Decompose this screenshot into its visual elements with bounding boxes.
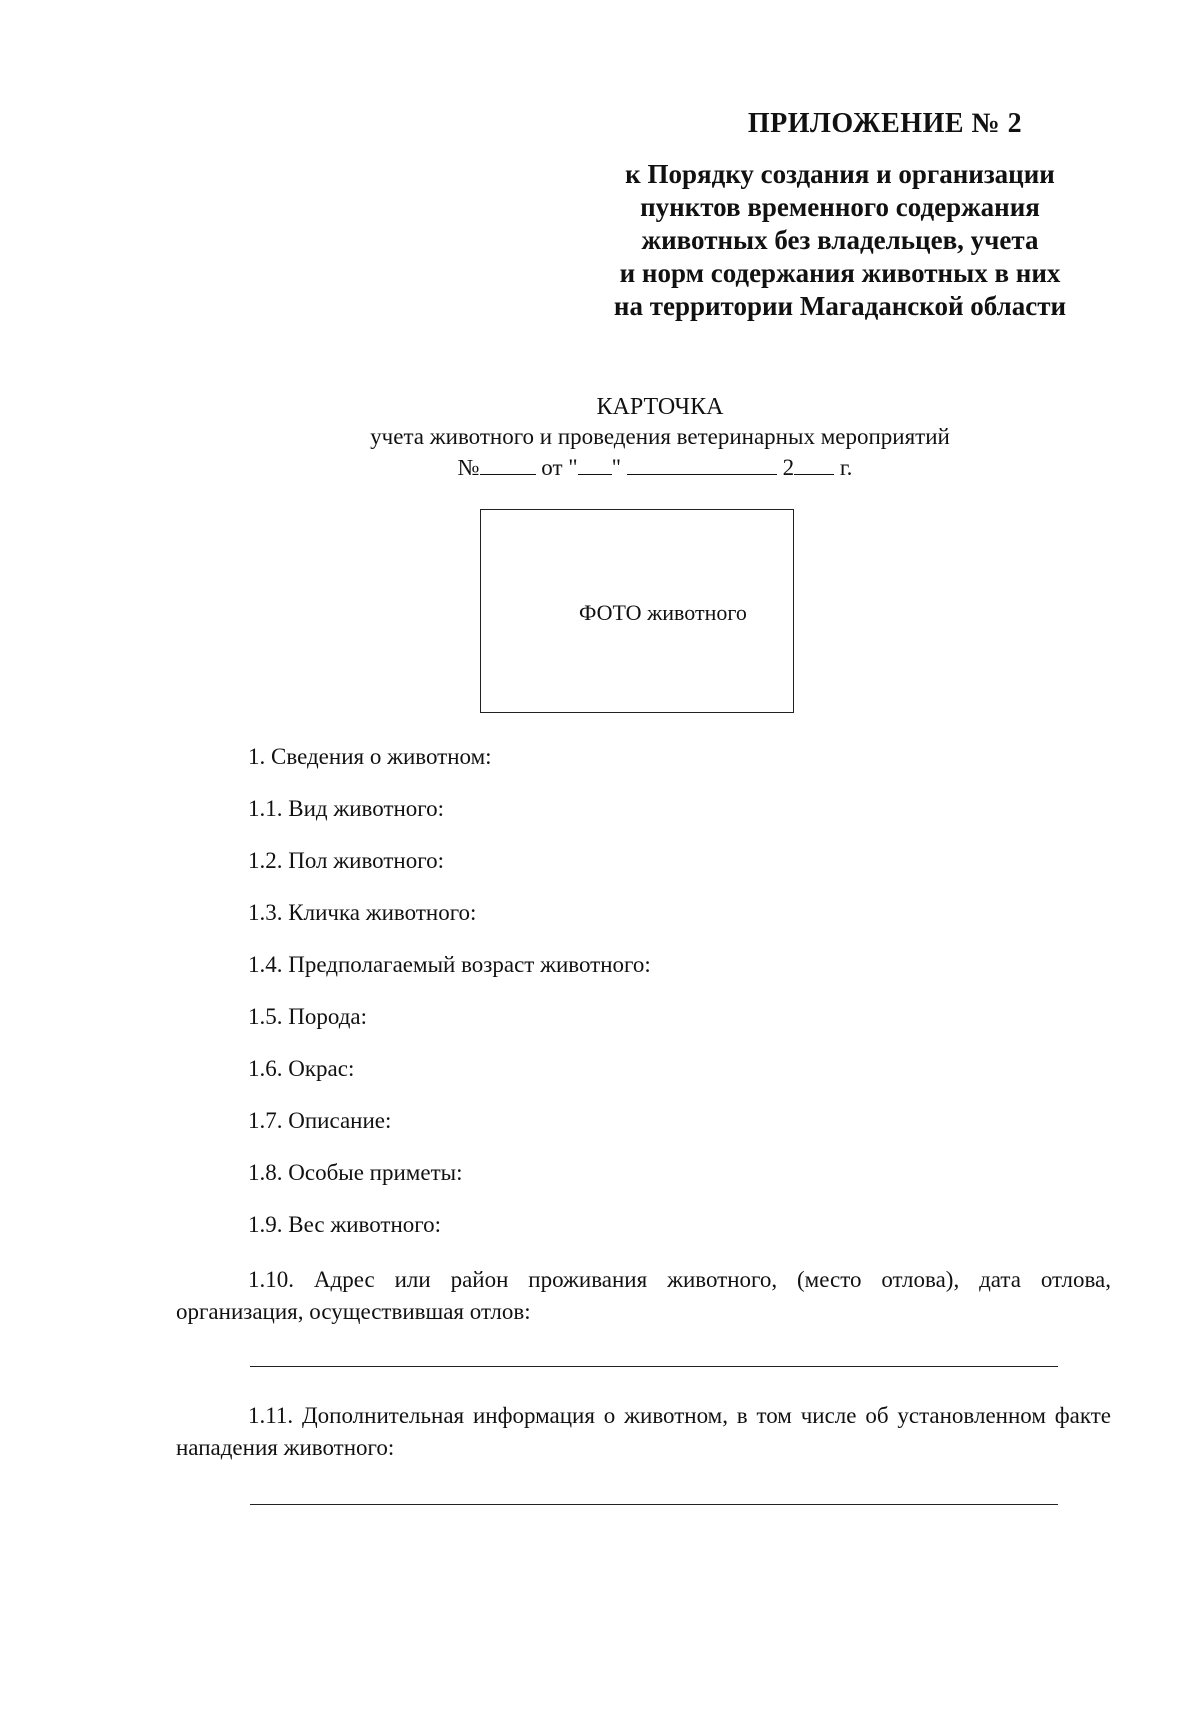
field-species: 1.1. Вид животного:: [248, 796, 445, 821]
field-color: 1.6. Окрас:: [248, 1056, 355, 1081]
number-blank[interactable]: [480, 456, 536, 475]
field-weight: 1.9. Вес животного:: [248, 1212, 442, 1237]
appendix-header: [580, 108, 1100, 323]
appendix-subtitle: [580, 158, 1100, 323]
appendix-subtitle-line: на территории Магаданской области: [613, 291, 1067, 321]
additional-info-fill-line[interactable]: [250, 1504, 1058, 1505]
card-header: [0, 392, 1200, 484]
number-sign: №: [457, 455, 480, 480]
quote-close: ": [611, 455, 622, 480]
month-blank[interactable]: [627, 456, 777, 475]
day-blank[interactable]: [578, 456, 612, 475]
appendix-subtitle-line: к Порядку создания и организации: [625, 159, 1055, 189]
field-description: 1.7. Описание:: [248, 1108, 392, 1133]
year-blank[interactable]: [794, 456, 834, 475]
card-title: КАРТОЧКА: [596, 394, 724, 420]
appendix-subtitle-line: животных без владельцев, учета: [641, 225, 1039, 255]
capture-info-fill-line[interactable]: [250, 1366, 1058, 1367]
year-suffix: г.: [839, 455, 853, 480]
field-name: 1.3. Кличка животного:: [248, 900, 477, 925]
from-label: от ": [541, 455, 578, 480]
paragraph-capture-info: 1.10. Адрес или район проживания животного, (место отлова), дата отлова, организация, осуществившая отлов:: [176, 1267, 1111, 1324]
paragraph-additional-info: 1.11. Дополнительная информация о животном, в том числе об установленном факте нападения животного:: [176, 1403, 1111, 1460]
field-age: 1.4. Предполагаемый возраст животного:: [248, 952, 651, 977]
appendix-subtitle-line: и норм содержания животных в них: [619, 258, 1061, 288]
appendix-title: ПРИЛОЖЕНИЕ № 2: [747, 108, 1023, 139]
card-number-line: [0, 452, 1200, 484]
appendix-subtitle-line: пунктов временного содержания: [640, 192, 1040, 222]
card-subtitle: учета животного и проведения ветеринарных мероприятий: [370, 424, 950, 449]
photo-label: ФОТО животного: [579, 600, 747, 625]
field-sex: 1.2. Пол животного:: [248, 848, 444, 873]
field-special-marks: 1.8. Особые приметы:: [248, 1160, 463, 1185]
field-breed: 1.5. Порода:: [248, 1004, 367, 1029]
field-section-title: 1. Сведения о животном:: [248, 744, 492, 769]
year-prefix: 2: [782, 455, 795, 480]
photo-placeholder: [480, 509, 794, 713]
